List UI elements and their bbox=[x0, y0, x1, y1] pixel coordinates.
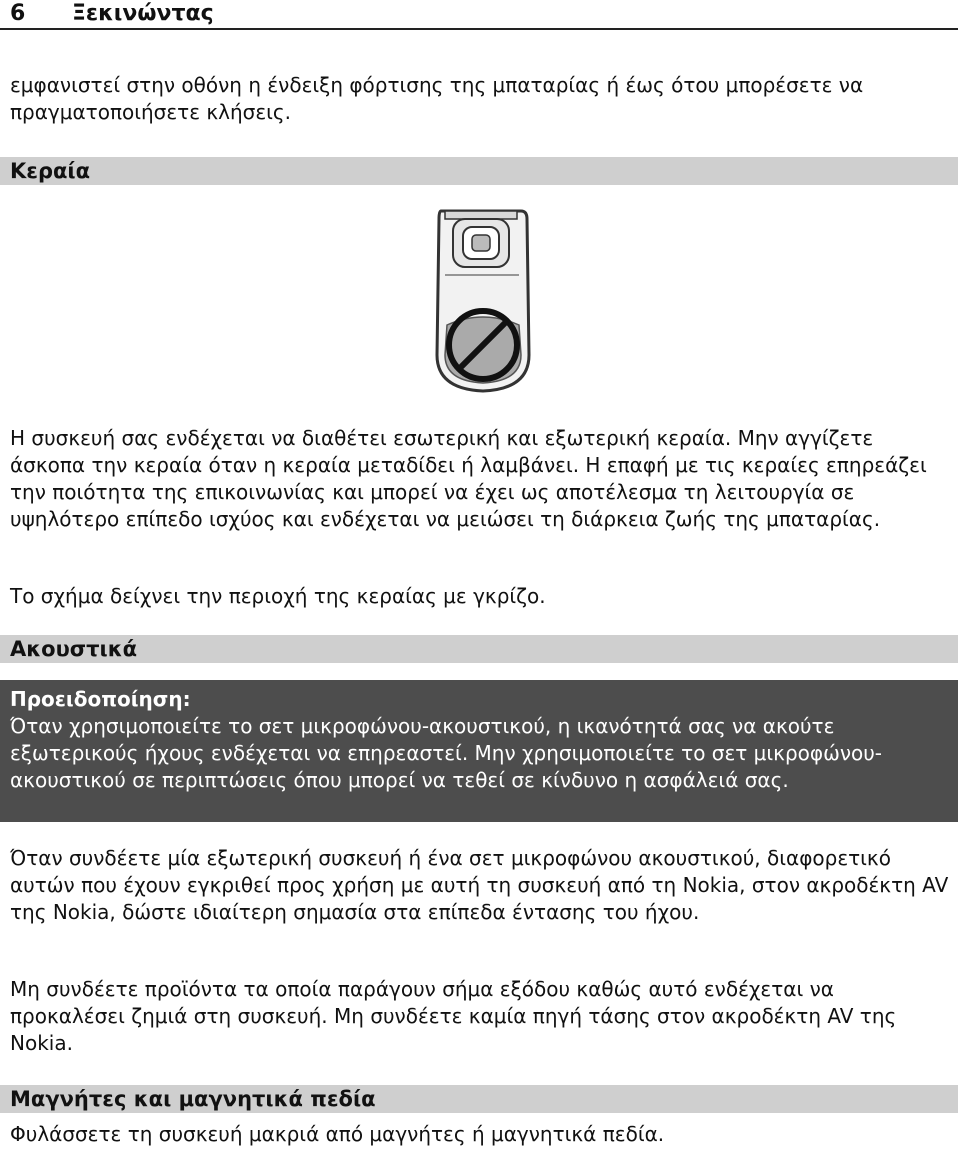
antenna-paragraph-2: Το σχήμα δείχνει την περιοχή της κεραίας με γκρίζο. bbox=[10, 584, 546, 608]
magnets-paragraph: Φυλάσσετε τη συσκευή μακριά από μαγνήτες ή μαγνητικά πεδία. bbox=[10, 1122, 665, 1146]
intro-paragraph: εμφανιστεί στην οθόνη η ένδειξη φόρτισης της μπαταρίας ή έως ότου μπορέσετε να πραγματοποιήσετε κλήσεις. bbox=[10, 73, 864, 124]
antenna-heading: Κεραία bbox=[0, 157, 958, 185]
antenna-paragraph-1: Η συσκευή σας ενδέχεται να διαθέτει εσωτερική και εξωτερική κεραία. Μην αγγίζετε άσκοπα την κεραία όταν η κεραία μεταδίδει ή λαμβάνει. Η επαφή με τις κεραίες επηρεάζει την ποιότητα της επικοινωνίας και μπορεί να έχει ως αποτέλεσμα τη λειτουργία σε υψηλότερο επίπεδο ισχύος και ενδέχεται να μειώσει τη διάρκεια ζωής της μπαταρίας. bbox=[10, 426, 927, 531]
warning-box bbox=[0, 680, 958, 822]
page-header bbox=[0, 0, 958, 30]
page-number: 6 bbox=[10, 1, 26, 26]
warning-title: Προειδοποίηση: bbox=[10, 687, 191, 711]
headset-paragraph-2: Μη συνδέετε προϊόντα τα οποία παράγουν σήμα εξόδου καθώς αυτό ενδέχεται να προκαλέσει ζημιά στη συσκευή. Μη συνδέετε καμία πηγή τάσης στον ακροδέκτη AV της Nokia. bbox=[10, 977, 897, 1055]
chapter-title: Ξεκινώντας bbox=[72, 1, 214, 26]
headset-heading: Ακουστικά bbox=[0, 635, 958, 663]
magnets-heading: Μαγνήτες και μαγνητικά πεδία bbox=[0, 1085, 958, 1113]
warning-text: Όταν χρησιμοποιείτε το σετ μικροφώνου-ακουστικού, η ικανότητά σας να ακούτε εξωτερικούς ήχους ενδέχεται να επηρεαστεί. Μην χρησιμοποιείτε το σετ μικροφώνου-ακουστικού σε περιπτώσεις όπου μπορεί να τεθεί σε κίνδυνο η ασφάλειά σας. bbox=[10, 714, 883, 792]
phone-antenna-no-touch-icon bbox=[425, 205, 535, 397]
headset-paragraph-1: Όταν συνδέετε μία εξωτερική συσκευή ή ένα σετ μικροφώνου ακουστικού, διαφορετικό αυτών που έχουν εγκριθεί προς χρήση με αυτή τη συσκευή από τη Nokia, στον ακροδέκτη AV της Nokia, δώστε ιδιαίτερη σημασία στα επίπεδα έντασης του ήχου. bbox=[10, 846, 949, 924]
